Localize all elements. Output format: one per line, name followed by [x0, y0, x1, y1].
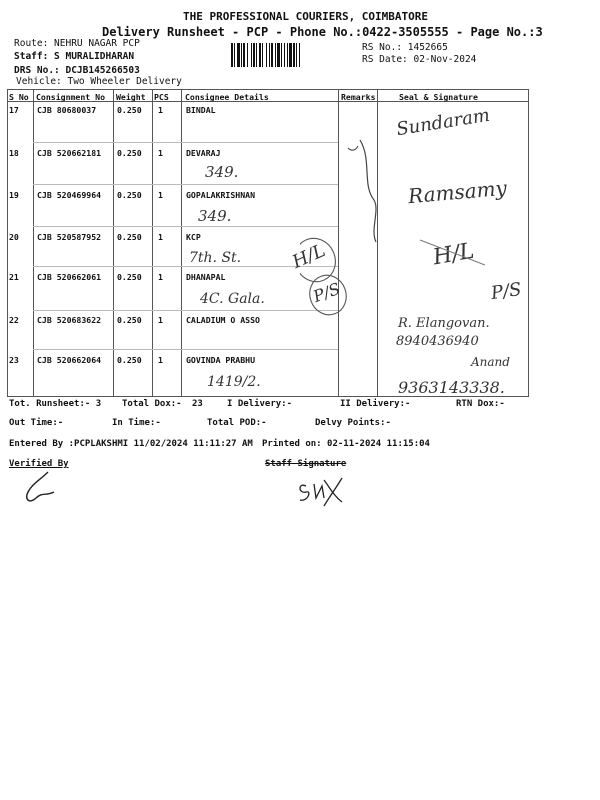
- barcode-bar: [237, 43, 240, 67]
- row-pcs: 1: [158, 272, 163, 282]
- barcode-bar: [251, 43, 252, 67]
- i-delivery: I Delivery:-: [227, 399, 293, 409]
- row-sno: 21: [9, 272, 19, 282]
- row-divider: [33, 184, 338, 185]
- row-pcs: 1: [158, 355, 163, 365]
- barcode-bar: [262, 43, 263, 67]
- rs-number: RS No.: 1452665: [362, 42, 448, 53]
- col-header-weight: Weight: [116, 92, 146, 102]
- row-sno: 19: [9, 190, 19, 200]
- barcode-bar: [299, 43, 300, 67]
- row-sno: 23: [9, 355, 19, 365]
- row-weight: 0.250: [117, 105, 142, 115]
- barcode-bar: [241, 43, 242, 67]
- row-weight: 0.250: [117, 315, 142, 325]
- barcode-bar: [277, 43, 280, 67]
- col-sep: [7, 89, 8, 396]
- row-consignment: CJB 520587952: [37, 232, 102, 242]
- row-consignee: GOVINDA PRABHU: [186, 355, 256, 365]
- staff-signature: [294, 470, 354, 510]
- col-sep: [528, 89, 529, 396]
- signature-row23: Anand: [471, 355, 510, 369]
- row-divider: [33, 310, 338, 311]
- rs-date: RS Date: 02-Nov-2024: [362, 54, 477, 65]
- total-dox-value: 23: [192, 399, 203, 409]
- row-sno: 20: [9, 232, 19, 242]
- barcode-bar: [234, 43, 235, 67]
- barcode-bar: [253, 43, 255, 67]
- barcode-bar: [231, 43, 233, 67]
- total-dox-label: Total Dox:-: [122, 399, 182, 409]
- row-consignment: CJB 520662181: [37, 148, 102, 158]
- signature-ramasamy: Ramsamy: [407, 175, 508, 209]
- row-weight: 0.250: [117, 272, 142, 282]
- col-header-remarks: Remarks: [341, 92, 376, 102]
- row-pcs: 1: [158, 105, 163, 115]
- row-pcs: 1: [158, 315, 163, 325]
- barcode-bar: [281, 43, 282, 67]
- col-header-consignee: Consignee Details: [185, 92, 269, 102]
- row-weight: 0.250: [117, 355, 142, 365]
- rtn-dox: RTN Dox:-: [456, 399, 505, 409]
- signature-r-name: R. Elangovan.: [398, 316, 490, 331]
- out-time: Out Time:-: [9, 418, 64, 428]
- handwritten-note: 4C. Gala.: [200, 291, 265, 307]
- stamp-hl-seal: H/L: [431, 238, 477, 271]
- vehicle: Vehicle: Two Wheeler Delivery: [16, 76, 182, 87]
- table-top-border: [7, 89, 529, 90]
- barcode-bar: [269, 43, 270, 67]
- row-consignment: CJB 80680037: [37, 105, 97, 115]
- row-consignment: CJB 520683622: [37, 315, 102, 325]
- row-pcs: 1: [158, 190, 163, 200]
- handwritten-note: 349.: [205, 163, 239, 181]
- barcode-bar: [243, 43, 245, 67]
- total-pod: Total POD:-: [207, 418, 267, 428]
- row-consignee: CALADIUM O ASSO: [186, 315, 260, 325]
- row-consignee: GOPALAKRISHNAN: [186, 190, 256, 200]
- row-consignee: DEVARAJ: [186, 148, 221, 158]
- col-header-sno: S No: [9, 92, 29, 102]
- barcode-bar: [289, 43, 292, 67]
- row-divider: [33, 349, 338, 350]
- row-divider: [33, 142, 338, 143]
- barcode-bar: [275, 43, 276, 67]
- route: Route: NEHRU NAGAR PCP: [14, 38, 140, 49]
- barcode-bar: [271, 43, 273, 67]
- runsheet-title: Delivery Runsheet - PCP - Phone No.:0422-3505555 - Page No.:3: [102, 25, 543, 39]
- handwritten-phone-2: 9363143338.: [398, 378, 505, 397]
- row-consignee: KCP: [186, 232, 201, 242]
- verified-signature: [10, 466, 60, 506]
- handwritten-phone-1: 8940436940: [396, 334, 479, 349]
- barcode-bar: [284, 43, 285, 67]
- col-header-consignment: Consignment No: [36, 92, 106, 102]
- stamp-hl-row20: H/L: [289, 240, 329, 273]
- handwritten-note: 1419/2.: [207, 374, 261, 390]
- handwritten-strokes: [300, 130, 500, 330]
- row-divider: [33, 226, 338, 227]
- stamp-ps-seal: P/S: [489, 278, 523, 305]
- barcode-bar: [287, 43, 288, 67]
- row-sno: 18: [9, 148, 19, 158]
- col-header-seal-signature: Seal & Signature: [399, 92, 478, 102]
- barcode-bar: [259, 43, 261, 67]
- row-consignee: BINDAL: [186, 105, 216, 115]
- drs-number: DRS No.: DCJB145266503: [14, 65, 140, 76]
- row-weight: 0.250: [117, 190, 142, 200]
- row-sno: 22: [9, 315, 19, 325]
- barcode-bar: [256, 43, 257, 67]
- barcode-bar: [293, 43, 295, 67]
- row-weight: 0.250: [117, 148, 142, 158]
- handwritten-note: 349.: [198, 207, 232, 225]
- staff-signature-label: Staff Signature: [265, 459, 347, 469]
- verified-by: Verified By: [9, 459, 69, 469]
- row-consignment: CJB 520662061: [37, 272, 102, 282]
- in-time: In Time:-: [112, 418, 161, 428]
- row-pcs: 1: [158, 232, 163, 242]
- stamp-ps-row21: P/S: [310, 278, 343, 307]
- tot-runsheet: Tot. Runsheet:- 3: [9, 399, 102, 409]
- row-consignee: DHANAPAL: [186, 272, 226, 282]
- signature-sundaram: Sundaram: [394, 104, 492, 141]
- row-pcs: 1: [158, 148, 163, 158]
- barcode: [231, 43, 357, 67]
- handwritten-note: 7th. St.: [189, 250, 242, 266]
- row-consignment: CJB 520662064: [37, 355, 102, 365]
- entered-by: Entered By :PCPLAKSHMI 11/02/2024 11:11:27 AM: [9, 439, 253, 449]
- barcode-bar: [266, 43, 267, 67]
- col-header-pcs: PCS: [154, 92, 169, 102]
- row-consignment: CJB 520469964: [37, 190, 102, 200]
- ii-delivery: II Delivery:-: [340, 399, 411, 409]
- row-weight: 0.250: [117, 232, 142, 242]
- delvy-points: Delvy Points:-: [315, 418, 391, 428]
- row-divider: [33, 266, 338, 267]
- printed-on: Printed on: 02-11-2024 11:15:04: [262, 439, 430, 449]
- barcode-bar: [247, 43, 248, 67]
- staff: Staff: S MURALIDHARAN: [14, 51, 135, 62]
- company-name: THE PROFESSIONAL COURIERS, COIMBATORE: [183, 10, 429, 23]
- row-sno: 17: [9, 105, 19, 115]
- barcode-bar: [296, 43, 297, 67]
